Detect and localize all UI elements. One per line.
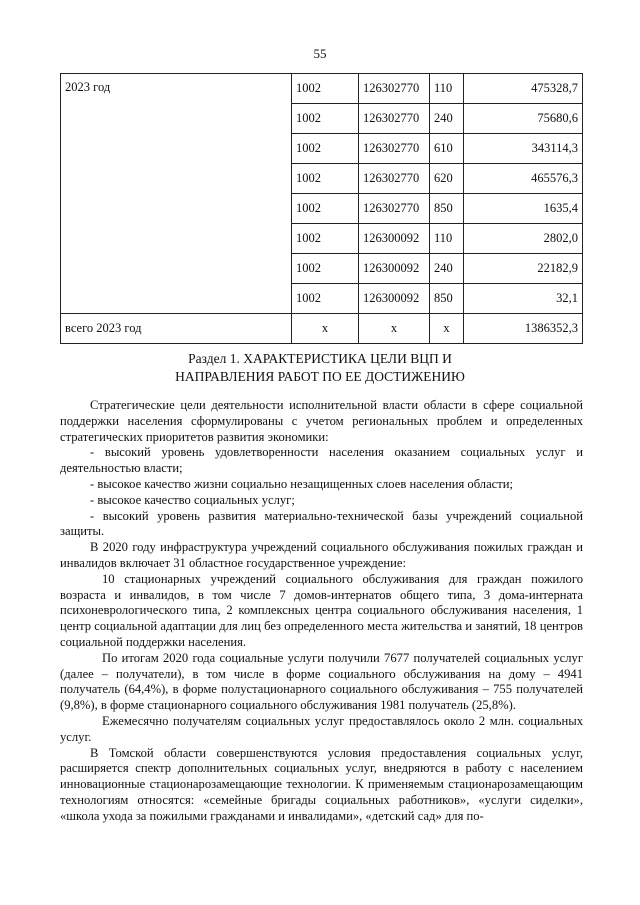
- paragraph: Стратегические цели деятельности исполнительной власти области в сфере социальной поддержки населения сформулированы с учетом региональных проблем и определенных стратегических приоритетов развития экономики:: [60, 398, 583, 444]
- bullet-item: - высокое качество социальных услуг;: [90, 492, 295, 507]
- paragraph: 10 стационарных учреждений социального обслуживания для граждан пожилого возраста и инвалидов, в том числе 7 домов-интернатов общего типа, 3 дома-интерната психоневрологического типа, 2 комплексных центра социального обслуживания населения, 1 центр социальной адаптации для лиц без определенного места жительства и занятий, 18 центров социальной поддержки населения.: [60, 571, 583, 649]
- amount-cell: 343114,3: [464, 134, 583, 164]
- year-cell: 2023 год: [61, 74, 292, 314]
- expense-type-cell: 110: [430, 224, 464, 254]
- paragraph: Ежемесячно получателям социальных услуг предоставлялось около 2 млн. социальных услуг.: [60, 713, 583, 744]
- total-row: [61, 314, 583, 344]
- section-code-cell: 1002: [292, 104, 359, 134]
- section-code-cell: 1002: [292, 74, 359, 104]
- amount-cell: 2802,0: [464, 224, 583, 254]
- expense-type-cell: 240: [430, 254, 464, 284]
- total-target-article-cell: х: [359, 314, 430, 344]
- expense-type-cell: 240: [430, 104, 464, 134]
- paragraph: По итогам 2020 года социальные услуги получили 7677 получателей социальных услуг (далее – получатели), в том числе в форме социального обслуживания на дому – 4941 получатель (64,4%), в форме полустационарного социального обслуживания – 755 получателей (9,8%), в форме стационарного социального обслуживания 1981 получатель (25,8%).: [60, 650, 583, 713]
- expense-type-cell: 850: [430, 284, 464, 314]
- expense-type-cell: 850: [430, 194, 464, 224]
- amount-cell: 465576,3: [464, 164, 583, 194]
- section-code-cell: 1002: [292, 284, 359, 314]
- amount-cell: 75680,6: [464, 104, 583, 134]
- section-code-cell: 1002: [292, 164, 359, 194]
- section-code-cell: 1002: [292, 224, 359, 254]
- target-article-cell: 126300092: [359, 224, 430, 254]
- section-code-cell: 1002: [292, 134, 359, 164]
- page-number: 55: [313, 46, 327, 61]
- paragraph: В Томской области совершенствуются условия предоставления социальных услуг, расширяется спектр дополнительных социальных услуг, внедряются в работу с населением инновационные стационарозамещающие технологии. К применяемым стационарозамещающим технологиям относятся: «семейные бригады социальных работников», «услуги сиделки», «школа ухода за пожилыми гражданами и инвалидами», «детский сад» для по-: [60, 745, 583, 823]
- target-article-cell: 126302770: [359, 104, 430, 134]
- target-article-cell: 126302770: [359, 134, 430, 164]
- target-article-cell: 126300092: [359, 284, 430, 314]
- section-code-cell: 1002: [292, 254, 359, 284]
- expense-type-cell: 610: [430, 134, 464, 164]
- total-label-cell: всего 2023 год: [61, 314, 292, 344]
- bullet-item: - высокий уровень развития материально-технической базы учреждений социальной защиты.: [60, 508, 583, 539]
- total-expense-type-cell: х: [430, 314, 464, 344]
- bullet-item: - высокий уровень удовлетворенности населения оказанием социальных услуг и деятельностью власти;: [60, 445, 583, 476]
- target-article-cell: 126302770: [359, 74, 430, 104]
- amount-cell: 1635,4: [464, 194, 583, 224]
- expense-type-cell: 620: [430, 164, 464, 194]
- section-title: [0, 350, 640, 386]
- paragraph: В 2020 году инфраструктура учреждений социального обслуживания пожилых граждан и инвалидов включает 31 областное государственное учреждение:: [60, 540, 583, 570]
- section-title-line-2: НАПРАВЛЕНИЯ РАБОТ ПО ЕЕ ДОСТИЖЕНИЮ: [175, 369, 465, 384]
- target-article-cell: 126302770: [359, 194, 430, 224]
- budget-table: [60, 73, 583, 344]
- section-title-line-1: Раздел 1. ХАРАКТЕРИСТИКА ЦЕЛИ ВЦП И: [188, 351, 452, 366]
- amount-cell: 32,1: [464, 284, 583, 314]
- body-text: [60, 398, 583, 825]
- total-section-cell: х: [292, 314, 359, 344]
- table-row: [61, 74, 583, 104]
- bullet-item: - высокое качество жизни социально незащищенных слоев населения области;: [90, 476, 513, 491]
- amount-cell: 475328,7: [464, 74, 583, 104]
- expense-type-cell: 110: [430, 74, 464, 104]
- target-article-cell: 126300092: [359, 254, 430, 284]
- total-amount-cell: 1386352,3: [464, 314, 583, 344]
- target-article-cell: 126302770: [359, 164, 430, 194]
- amount-cell: 22182,9: [464, 254, 583, 284]
- section-code-cell: 1002: [292, 194, 359, 224]
